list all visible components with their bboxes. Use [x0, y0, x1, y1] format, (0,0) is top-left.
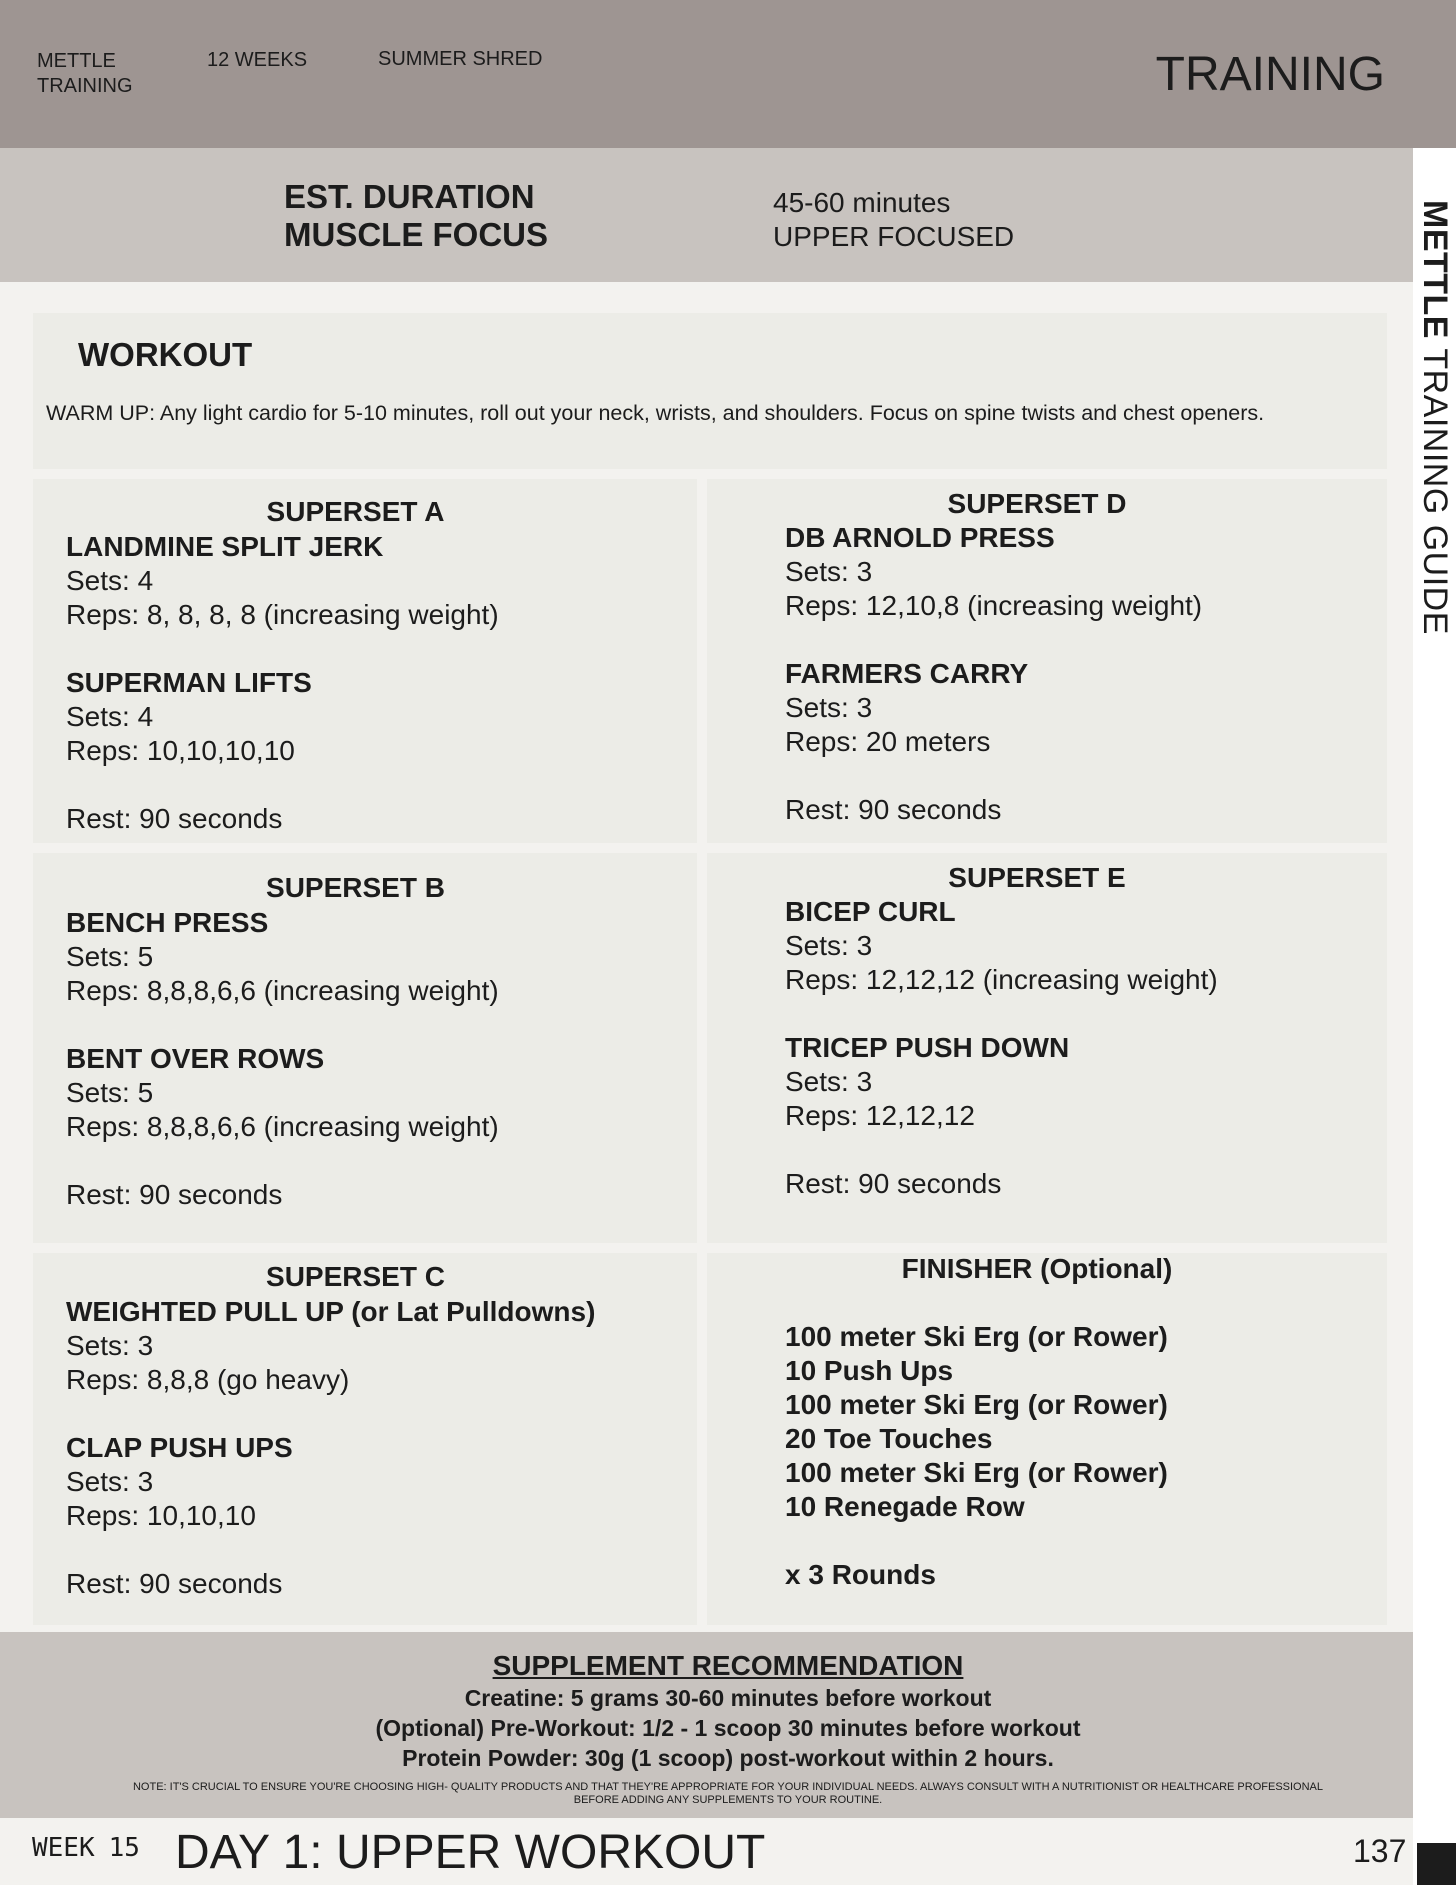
exercise-name: CLAP PUSH UPS: [66, 1432, 293, 1463]
supplement-protein: Protein Powder: 30g (1 scoop) post-workout within 2 hours.: [402, 1745, 1054, 1771]
finisher-title: FINISHER (Optional): [901, 1253, 1173, 1284]
exercise-sets: Sets: 3: [785, 556, 873, 587]
day-title: DAY 1: UPPER WORKOUT: [175, 1826, 766, 1879]
exercise-sets: Sets: 3: [785, 692, 873, 723]
exercise-name: TRICEP PUSH DOWN: [785, 1032, 1070, 1063]
side-tab-label: TRAINING GUIDE: [1416, 338, 1454, 635]
exercise-sets: Sets: 5: [66, 1077, 154, 1108]
exercise-reps: Reps: 10,10,10: [66, 1500, 256, 1531]
exercise-reps: Reps: 8,8,8,6,6 (increasing weight): [66, 975, 499, 1006]
brand-line-1: METTLE: [37, 50, 116, 72]
section-title: TRAINING: [1155, 48, 1385, 101]
superset-title: SUPERSET E: [948, 862, 1126, 893]
superset-title: SUPERSET C: [266, 1261, 445, 1292]
supplement-note: NOTE: IT'S CRUCIAL TO ENSURE YOU'RE CHOOSING HIGH- QUALITY PRODUCTS AND THAT THEY'RE APPROPRIATE FOR YOUR INDIVIDUAL NEEDS. ALWAYS CONSULT WITH A NUTRITIONIST OR HEALTHCARE PROFESSIONAL BEFORE ADDING ANY SUPPLEMENTS TO YOUR ROUTINE.: [132, 1781, 1324, 1806]
superset-e-card: [707, 853, 1387, 1243]
rest-time: Rest: 90 seconds: [66, 803, 283, 834]
exercise-sets: Sets: 3: [66, 1466, 154, 1497]
exercise-reps: Reps: 8,8,8 (go heavy): [66, 1364, 350, 1395]
finisher-item: 100 meter Ski Erg (or Rower): [785, 1389, 1168, 1420]
exercise-reps: Reps: 12,10,8 (increasing weight): [785, 590, 1203, 621]
superset-c-card: [33, 1253, 697, 1625]
duration-value: 45-60 minutes: [773, 187, 951, 218]
exercise-reps: Reps: 8, 8, 8, 8 (increasing weight): [66, 599, 499, 630]
exercise-reps: Reps: 8,8,8,6,6 (increasing weight): [66, 1111, 499, 1142]
rest-time: Rest: 90 seconds: [66, 1568, 283, 1599]
program-length: 12 WEEKS: [207, 49, 308, 71]
exercise-reps: Reps: 12,12,12: [785, 1100, 975, 1131]
finisher-rounds: x 3 Rounds: [785, 1559, 936, 1590]
superset-a-card: [33, 479, 697, 843]
finisher-item: 10 Renegade Row: [785, 1491, 1025, 1522]
focus-label: MUSCLE FOCUS: [284, 216, 548, 253]
page-number: 137: [1353, 1833, 1407, 1869]
exercise-reps: Reps: 12,12,12 (increasing weight): [785, 964, 1218, 995]
exercise-name: DB ARNOLD PRESS: [785, 522, 1055, 553]
exercise-name: BENCH PRESS: [66, 907, 269, 938]
info-values: [773, 186, 1014, 254]
info-band: [0, 148, 1413, 282]
finisher-item: 100 meter Ski Erg (or Rower): [785, 1321, 1168, 1352]
exercise-sets: Sets: 5: [66, 941, 154, 972]
footer-week: [32, 1833, 140, 1863]
program-name: SUMMER SHRED: [378, 48, 543, 70]
superset-d-card: [707, 479, 1387, 843]
week-label: WEEK: [32, 1833, 95, 1863]
finisher-item: 20 Toe Touches: [785, 1423, 993, 1454]
rest-time: Rest: 90 seconds: [785, 794, 1002, 825]
exercise-name: WEIGHTED PULL UP (or Lat Pulldowns): [66, 1296, 596, 1327]
warmup-text: WARM UP: Any light cardio for 5-10 minutes, roll out your neck, wrists, and shoulders. Focus on spine twists and chest openers.: [46, 401, 1265, 425]
superset-title: SUPERSET D: [947, 488, 1127, 519]
superset-b-card: [33, 853, 697, 1243]
exercise-sets: Sets: 3: [66, 1330, 154, 1361]
supplement-creatine: Creatine: 5 grams 30-60 minutes before workout: [464, 1685, 992, 1711]
workout-title: WORKOUT: [78, 336, 253, 373]
exercise-name: FARMERS CARRY: [785, 658, 1029, 689]
exercise-sets: Sets: 4: [66, 565, 154, 596]
exercise-name: SUPERMAN LIFTS: [66, 667, 312, 698]
brand-name: [37, 49, 133, 99]
rest-time: Rest: 90 seconds: [785, 1168, 1002, 1199]
exercise-sets: Sets: 4: [66, 701, 154, 732]
exercise-name: BENT OVER ROWS: [66, 1043, 325, 1074]
superset-title: SUPERSET A: [266, 496, 445, 527]
side-tab-brand: METTLE: [1416, 200, 1454, 339]
exercise-name: LANDMINE SPLIT JERK: [66, 531, 384, 562]
duration-label: EST. DURATION: [284, 178, 535, 215]
focus-value: UPPER FOCUSED: [773, 221, 1015, 252]
brand-line-2: TRAINING: [37, 75, 133, 97]
finisher-card: [707, 1253, 1387, 1625]
exercise-sets: Sets: 3: [785, 930, 873, 961]
supplement-preworkout: (Optional) Pre-Workout: 1/2 - 1 scoop 30 minutes before workout: [375, 1715, 1081, 1741]
page-corner-block: [1417, 1843, 1456, 1885]
workout-header: [33, 313, 1387, 469]
side-tab-text: [1414, 200, 1454, 635]
superset-title: SUPERSET B: [266, 872, 445, 903]
exercise-sets: Sets: 3: [785, 1066, 873, 1097]
exercise-name: BICEP CURL: [785, 896, 956, 927]
finisher-item: 100 meter Ski Erg (or Rower): [785, 1457, 1168, 1488]
rest-time: Rest: 90 seconds: [66, 1179, 283, 1210]
week-number: 15: [108, 1833, 140, 1863]
exercise-reps: Reps: 10,10,10,10: [66, 735, 295, 766]
info-labels: [284, 178, 548, 254]
exercise-reps: Reps: 20 meters: [785, 726, 991, 757]
supplement-title: SUPPLEMENT RECOMMENDATION: [492, 1650, 964, 1681]
finisher-item: 10 Push Ups: [785, 1355, 954, 1386]
